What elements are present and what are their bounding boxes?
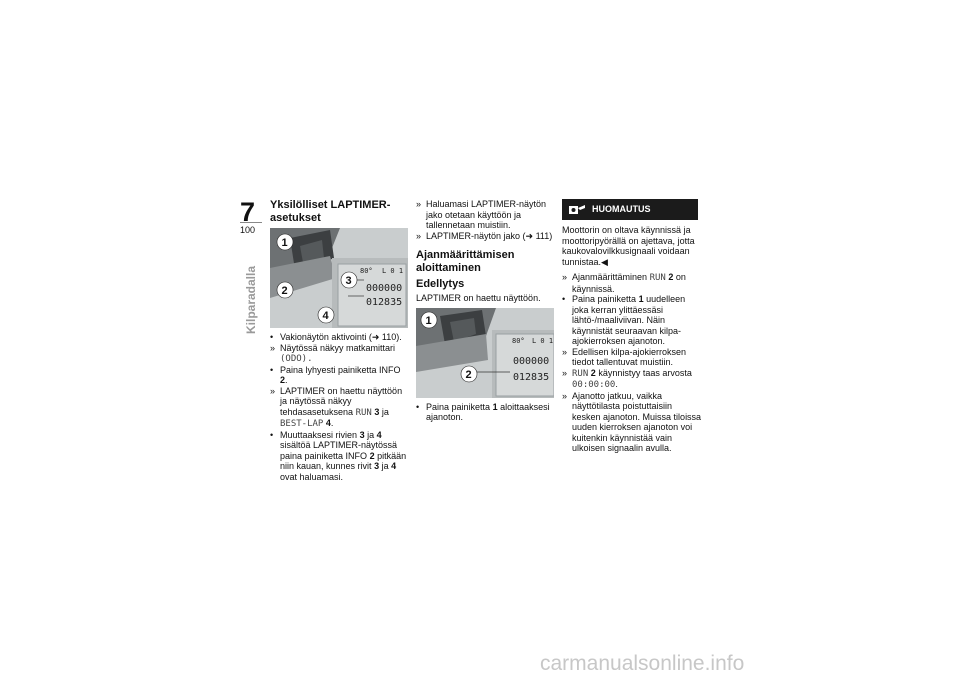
chapter-rule: [240, 222, 262, 223]
svg-text:2: 2: [465, 368, 472, 381]
list-item: • Vakionäytön aktivointi (➜ 110).: [270, 332, 402, 342]
list-item: » Edellisen kilpa-ajokierroksen tiedot tallentuvat muistiin.: [562, 346, 687, 367]
instruction-list-bottom: [416, 402, 556, 423]
display-temp: 80°: [512, 336, 525, 345]
section-heading: Yksilölliset LAPTIMER-asetukset: [270, 199, 391, 224]
page-number: 100: [240, 225, 256, 235]
callout-2: [461, 366, 477, 382]
instruction-list-top: [416, 199, 556, 241]
list-item: » Ajanmäärittäminen RUN 2 on käynnissä.: [562, 272, 686, 294]
instruction-list: [270, 332, 410, 482]
display-bottom-value: 012835: [366, 297, 403, 308]
instruction-list: [562, 272, 702, 454]
display-temp: 80°: [360, 267, 373, 275]
callout-4: [318, 307, 334, 323]
svg-text:2: 2: [281, 285, 288, 297]
list-item: » LAPTIMER on haettu näyttöön ja näytössä näkyy tehdasasetuksena RUN 3 ja BEST-LAP 4.: [270, 385, 403, 429]
display-top-value: 000000: [366, 283, 403, 294]
callout-3: [341, 272, 357, 288]
subheading: Edellytys: [416, 278, 465, 290]
condition-text: LAPTIMER on haettu näyttöön.: [416, 293, 541, 303]
side-tab-label: Kilparadalla: [244, 265, 258, 334]
list-item: • Paina lyhyesti painiketta INFO 2.: [270, 364, 401, 385]
display-lap: L 0 1: [532, 336, 554, 345]
svg-text:4: 4: [322, 310, 329, 322]
watermark: carmanualsonline.info: [540, 652, 745, 675]
column-1: [270, 199, 410, 482]
svg-text:1: 1: [425, 314, 432, 327]
column-3: [562, 199, 702, 454]
list-item: » RUN 2 käynnistyy taas arvosta 00:00:00.: [562, 367, 692, 390]
list-item: » LAPTIMER-näytön jako (➜ 111): [416, 230, 553, 241]
display-bottom-value: 012835: [513, 371, 550, 383]
list-item: » Näytössä näkyy matkamittari (ODO).: [270, 342, 396, 364]
display-top-value: 000000: [513, 355, 550, 367]
list-item: » Ajanotto jatkuu, vaikka näyttötilasta poistuttaisiin kesken ajanoton. Muissa tiloissa uuden kierroksen ajanoton voi kuitenkin käynnistää vain ulkoisen signaalin avulla.: [562, 390, 702, 453]
svg-text:1: 1: [281, 237, 288, 249]
motorcycle-note-icon: [568, 204, 586, 216]
display-lap: L 0 1: [382, 267, 404, 275]
section-heading: Ajanmäärittämisen aloittaminen: [416, 249, 515, 274]
note-label: HUOMAUTUS: [592, 204, 651, 215]
handlebar-display-figure-1: [270, 228, 408, 328]
list-item: » Haluamasi LAPTIMER-näytön jako otetaan käyttöön ja tallennetaan muistiin.: [416, 199, 547, 230]
callout-1: [277, 234, 293, 250]
chapter-number: 7: [240, 197, 256, 227]
callout-2: [277, 282, 293, 298]
note-banner: [562, 199, 698, 220]
list-item: • Muuttaaksesi rivien 3 ja 4 sisältöä LAPTIMER-näytössä paina painiketta INFO 2 pitkään niin kauan, kunnes rivit 3 ja 4 ovat haluamasi.: [270, 429, 407, 482]
list-item: • Paina painiketta 1 aloittaaksesi ajanoton.: [416, 401, 550, 422]
svg-text:3: 3: [345, 275, 352, 287]
callout-1: [421, 312, 437, 328]
column-2: [416, 199, 556, 423]
note-text: Moottorin on oltava käynnissä ja moottoripyörällä on ajettava, jotta kaukovalovilkkusignaali voidaan tunnistaa.◀: [562, 225, 695, 267]
handlebar-display-figure-2: [416, 308, 554, 398]
list-item: • Paina painiketta 1 uudelleen joka kerran ylittäessäsi lähtö-/maaliviivan. Näin käynnistät seuraavan kilpa-ajokierroksen ajanoton.: [562, 294, 686, 346]
